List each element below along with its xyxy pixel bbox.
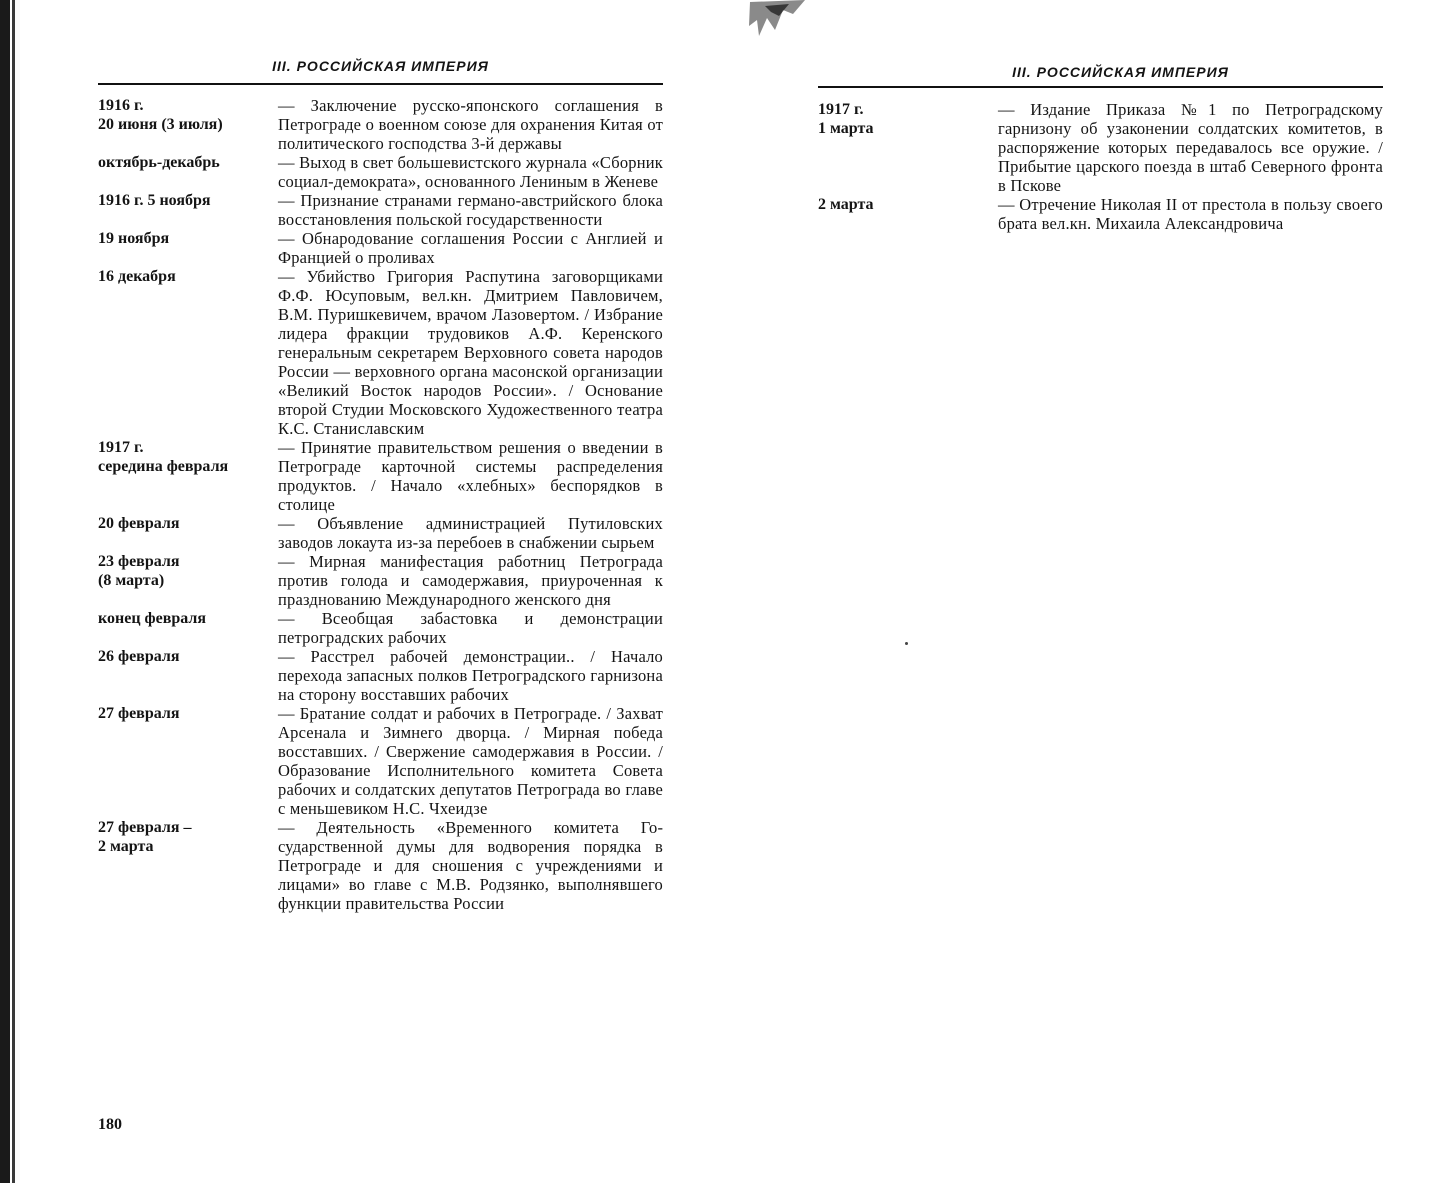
entry-date: 23 февраля (8 марта) (98, 553, 180, 589)
chronology-entry (98, 552, 663, 609)
chronology-entry (818, 195, 1383, 233)
chronology-entry (98, 438, 663, 514)
scan-speck (905, 642, 908, 645)
entry-text: — Убийство Григория Распутина заговорщиками Ф.Ф. Юсуповым, вел.кн. Дмитрием Павловичем, В.М. Пуришкевичем, врачом Лазовертом. / Избрание лидера фракции трудовиков А.Ф. Керенского генеральным секретарем Верховного совета народов России — верховного органа масонской организации «Великий Восток народов России». / Основание второй Студии Московского Художественного театра К.С. Станиславским (278, 267, 663, 438)
entry-text: — Всеобщая забастовка и демонстрации петроградских рабочих (278, 609, 663, 647)
chronology-entry (98, 704, 663, 818)
entry-date: октябрь-декабрь (98, 154, 220, 171)
chronology-entry (98, 229, 663, 267)
chronology-entry (818, 100, 1383, 195)
entry-date: 26 февраля (98, 648, 180, 665)
entry-date: 16 декабря (98, 268, 176, 285)
entry-date: конец февраля (98, 610, 207, 627)
header-rule (818, 86, 1383, 88)
entry-text: — Мирная манифестация работниц Петрограда против голода и самодержавия, приуроченная к празднованию Международного женского дня (278, 552, 663, 609)
entry-date: 1916 г. 5 ноября (98, 192, 211, 209)
entry-text: — Заключение русско-японского соглашения в Петрограде о военном союзе для охранения Китая от политического господства 3-й державы (278, 96, 663, 153)
header-rule (98, 83, 663, 85)
page-number: 180 (98, 1116, 122, 1133)
chronology-entry (98, 647, 663, 704)
book-binding-shadow (12, 0, 15, 1183)
entry-date: 20 февраля (98, 515, 180, 532)
entry-text: — Объявление администрацией Путиловских заводов локаута из-за перебоев в снабжении сырьем (278, 514, 663, 552)
chronology-list (818, 100, 1383, 233)
entry-text: — Принятие правительством решения о введении в Петрограде карточной системы распределения продуктов. / Начало «хлебных» беспорядков в столице (278, 438, 663, 514)
entry-date: 1917 г. 1 марта (818, 101, 874, 137)
chronology-entry (98, 96, 663, 153)
entry-date: 1916 г. 20 июня (3 июля) (98, 97, 223, 133)
entry-text: — Деятельность «Временного комитета Государственной думы для водворения порядка в Петрограде и для сношения с учреждениями и лицами» во главе с М.В. Родзянко, выполнявшего функции правительства России (278, 818, 663, 913)
chronology-list (98, 96, 663, 913)
entry-text: — Отречение Николая II от престола в пользу своего брата вел.кн. Михаила Александровича (998, 195, 1383, 233)
chronology-entry (98, 818, 663, 913)
entry-date: 27 февраля – 2 марта (98, 819, 192, 855)
book-binding-edge (0, 0, 10, 1183)
chronology-entry (98, 514, 663, 552)
chronology-entry (98, 191, 663, 229)
running-header: III. РОССИЙСКАЯ ИМПЕРИЯ (1012, 64, 1229, 80)
chronology-entry (98, 153, 663, 191)
entry-text: — Выход в свет большевистского журнала «Сборник социал-демократа», основанного Лениным в Женеве (278, 153, 663, 191)
entry-text: — Признание странами германо-австрийского блока восстановления польской государственности (278, 191, 663, 229)
running-header: III. РОССИЙСКАЯ ИМПЕРИЯ (272, 58, 489, 74)
entry-date: 2 марта (818, 196, 874, 213)
entry-text: — Расстрел рабочей демонстрации.. / Начало перехода запасных полков Петроградского гарнизона на сторону восставших рабочих (278, 647, 663, 704)
chronology-entry (98, 267, 663, 438)
entry-date: 27 февраля (98, 705, 180, 722)
chronology-entry (98, 609, 663, 647)
entry-text: — Братание солдат и рабочих в Петрограде. / Захват Арсенала и Зимнего дворца. / Мирная победа восставших. / Свержение самодержавия в России. / Образование Исполнительного комитета Совета рабочих и солдатских депутатов Петрограда во главе с меньшевиком Н.С. Чхеидзе (278, 704, 663, 818)
entry-text: — Издание Приказа №1 по Петроградскому гарнизону об узаконении солдатских комитетов, в распоряжение которых передавалось все оружие. / Прибытие царского поезда в штаб Северного фронта в Пскове (998, 100, 1383, 195)
scan-smudge (745, 0, 815, 50)
entry-text: — Обнародование соглашения России с Англией и Францией о проливах (278, 229, 663, 267)
entry-date: 1917 г. середина февраля (98, 439, 229, 475)
entry-date: 19 ноября (98, 230, 170, 247)
